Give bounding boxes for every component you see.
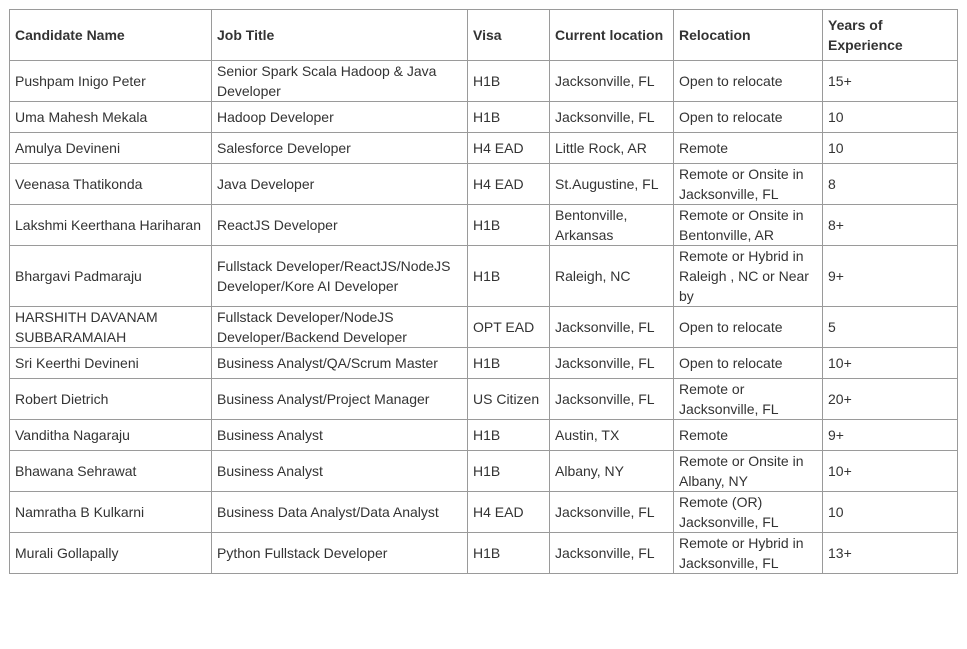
cell-candidate-name: Veenasa Thatikonda [10, 164, 212, 205]
cell-job-title: Fullstack Developer/NodeJS Developer/Backend Developer [212, 307, 468, 348]
table-row [10, 533, 958, 574]
cell-current-location: Jacksonville, FL [550, 533, 674, 574]
cell-job-title: Salesforce Developer [212, 133, 468, 164]
cell-current-location: Jacksonville, FL [550, 307, 674, 348]
table-row [10, 379, 958, 420]
cell-years-of-experience: 9+ [823, 246, 958, 307]
cell-visa: H1B [468, 246, 550, 307]
table-row [10, 246, 958, 307]
cell-relocation: Remote or Onsite in Bentonville, AR [674, 205, 823, 246]
cell-candidate-name: Amulya Devineni [10, 133, 212, 164]
cell-relocation: Remote or Jacksonville, FL [674, 379, 823, 420]
cell-visa: H1B [468, 61, 550, 102]
cell-years-of-experience: 5 [823, 307, 958, 348]
cell-candidate-name: Bhargavi Padmaraju [10, 246, 212, 307]
cell-visa: H1B [468, 533, 550, 574]
candidates-table-container [9, 9, 957, 574]
cell-candidate-name: Namratha B Kulkarni [10, 492, 212, 533]
table-row [10, 492, 958, 533]
cell-visa: H1B [468, 420, 550, 451]
cell-candidate-name: Pushpam Inigo Peter [10, 61, 212, 102]
cell-visa: H1B [468, 205, 550, 246]
cell-candidate-name: HARSHITH DAVANAM SUBBARAMAIAH [10, 307, 212, 348]
cell-current-location: Austin, TX [550, 420, 674, 451]
cell-candidate-name: Robert Dietrich [10, 379, 212, 420]
cell-visa: H1B [468, 102, 550, 133]
cell-current-location: Little Rock, AR [550, 133, 674, 164]
cell-job-title: Business Analyst/Project Manager [212, 379, 468, 420]
cell-candidate-name: Sri Keerthi Devineni [10, 348, 212, 379]
cell-years-of-experience: 10+ [823, 348, 958, 379]
cell-years-of-experience: 10 [823, 133, 958, 164]
cell-candidate-name: Uma Mahesh Mekala [10, 102, 212, 133]
cell-relocation: Open to relocate [674, 102, 823, 133]
cell-relocation: Remote or Hybrid in Raleigh , NC or Near by [674, 246, 823, 307]
table-row [10, 61, 958, 102]
cell-job-title: Hadoop Developer [212, 102, 468, 133]
header-current-location: Current location [550, 10, 674, 61]
cell-years-of-experience: 20+ [823, 379, 958, 420]
cell-job-title: ReactJS Developer [212, 205, 468, 246]
cell-visa: US Citizen [468, 379, 550, 420]
cell-current-location: Jacksonville, FL [550, 492, 674, 533]
cell-relocation: Remote (OR) Jacksonville, FL [674, 492, 823, 533]
cell-relocation: Remote [674, 420, 823, 451]
cell-candidate-name: Lakshmi Keerthana Hariharan [10, 205, 212, 246]
table-row [10, 164, 958, 205]
cell-relocation: Remote or Onsite in Jacksonville, FL [674, 164, 823, 205]
header-visa: Visa [468, 10, 550, 61]
cell-relocation: Open to relocate [674, 348, 823, 379]
cell-current-location: Raleigh, NC [550, 246, 674, 307]
cell-candidate-name: Bhawana Sehrawat [10, 451, 212, 492]
cell-current-location: Albany, NY [550, 451, 674, 492]
cell-job-title: Business Analyst [212, 420, 468, 451]
table-row [10, 307, 958, 348]
cell-job-title: Business Analyst/QA/Scrum Master [212, 348, 468, 379]
cell-current-location: Bentonville, Arkansas [550, 205, 674, 246]
cell-current-location: St.Augustine, FL [550, 164, 674, 205]
table-row [10, 420, 958, 451]
cell-job-title: Python Fullstack Developer [212, 533, 468, 574]
cell-current-location: Jacksonville, FL [550, 379, 674, 420]
cell-years-of-experience: 8+ [823, 205, 958, 246]
cell-years-of-experience: 8 [823, 164, 958, 205]
cell-years-of-experience: 13+ [823, 533, 958, 574]
cell-job-title: Senior Spark Scala Hadoop & Java Developer [212, 61, 468, 102]
candidates-table [9, 9, 958, 574]
cell-job-title: Java Developer [212, 164, 468, 205]
cell-job-title: Business Analyst [212, 451, 468, 492]
table-row [10, 205, 958, 246]
cell-visa: H1B [468, 348, 550, 379]
table-header-row [10, 10, 958, 61]
header-candidate-name: Candidate Name [10, 10, 212, 61]
header-years-of-experience: Years of Experience [823, 10, 958, 61]
cell-job-title: Business Data Analyst/Data Analyst [212, 492, 468, 533]
cell-current-location: Jacksonville, FL [550, 61, 674, 102]
cell-candidate-name: Murali Gollapally [10, 533, 212, 574]
cell-relocation: Remote or Hybrid in Jacksonville, FL [674, 533, 823, 574]
table-row [10, 133, 958, 164]
table-row [10, 348, 958, 379]
cell-relocation: Remote [674, 133, 823, 164]
header-relocation: Relocation [674, 10, 823, 61]
cell-visa: H4 EAD [468, 492, 550, 533]
table-row [10, 102, 958, 133]
table-row [10, 451, 958, 492]
cell-relocation: Open to relocate [674, 61, 823, 102]
cell-years-of-experience: 9+ [823, 420, 958, 451]
cell-relocation: Open to relocate [674, 307, 823, 348]
cell-current-location: Jacksonville, FL [550, 102, 674, 133]
cell-candidate-name: Vanditha Nagaraju [10, 420, 212, 451]
cell-relocation: Remote or Onsite in Albany, NY [674, 451, 823, 492]
cell-visa: H4 EAD [468, 133, 550, 164]
cell-years-of-experience: 15+ [823, 61, 958, 102]
cell-current-location: Jacksonville, FL [550, 348, 674, 379]
cell-years-of-experience: 10 [823, 492, 958, 533]
cell-visa: H1B [468, 451, 550, 492]
cell-years-of-experience: 10 [823, 102, 958, 133]
cell-job-title: Fullstack Developer/ReactJS/NodeJS Developer/Kore AI Developer [212, 246, 468, 307]
cell-visa: OPT EAD [468, 307, 550, 348]
cell-visa: H4 EAD [468, 164, 550, 205]
header-job-title: Job Title [212, 10, 468, 61]
cell-years-of-experience: 10+ [823, 451, 958, 492]
